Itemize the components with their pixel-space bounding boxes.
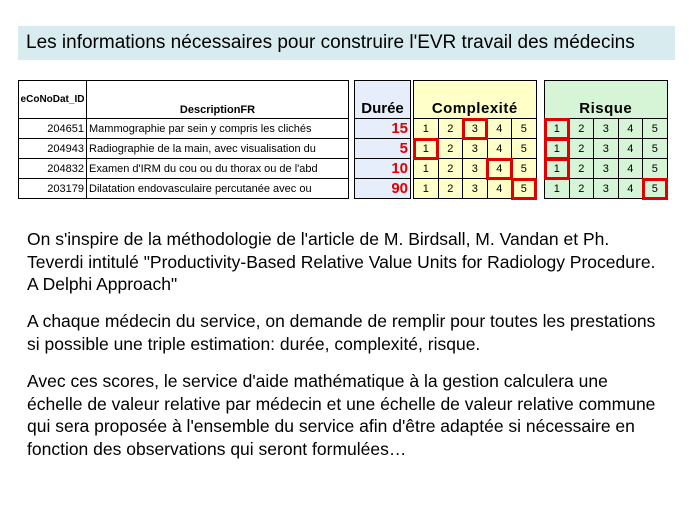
- risque-score-cell[interactable]: 3: [594, 159, 619, 179]
- cell-description: Examen d'IRM du cou ou du thorax ou de l'abd: [89, 162, 318, 175]
- complexite-score-cell[interactable]: 1: [414, 159, 439, 179]
- risque-score-cell[interactable]: 2: [569, 159, 594, 179]
- header-duree: Durée: [355, 81, 411, 119]
- duree-value[interactable]: 90: [355, 179, 411, 199]
- complexite-score-cell[interactable]: 4: [487, 139, 512, 159]
- risque-score-cell[interactable]: 2: [569, 119, 594, 139]
- complexite-table: [413, 80, 537, 199]
- risque-score-cell[interactable]: 5: [643, 159, 668, 179]
- complexite-score-cell[interactable]: 1: [414, 179, 439, 199]
- cell-id: 203179: [19, 179, 87, 199]
- complexite-score-cell[interactable]: 3: [463, 139, 488, 159]
- risque-score-cell[interactable]: 3: [594, 119, 619, 139]
- complexite-score-cell[interactable]: 5: [512, 139, 537, 159]
- complexite-score-cell[interactable]: 5: [512, 179, 537, 199]
- table-row: [19, 159, 349, 179]
- table-row: [19, 179, 349, 199]
- complexite-score-cell[interactable]: 2: [438, 119, 463, 139]
- cell-description: Dilatation endovasculaire percutanée avec ou: [89, 182, 312, 195]
- risque-score-cell[interactable]: 4: [618, 179, 643, 199]
- slide-title: Les informations nécessaires pour construire l'EVR travail des médecins: [18, 26, 675, 60]
- complexite-score-cell[interactable]: 5: [512, 119, 537, 139]
- complexite-score-cell[interactable]: 5: [512, 159, 537, 179]
- cell-description: Radiographie de la main, avec visualisation du: [89, 142, 316, 155]
- complexite-score-cell[interactable]: 3: [463, 119, 488, 139]
- risque-score-row: [545, 179, 668, 199]
- risque-table: [544, 80, 668, 199]
- procedure-table: [18, 80, 349, 199]
- risque-score-cell[interactable]: 5: [643, 139, 668, 159]
- risque-score-cell[interactable]: 1: [545, 119, 570, 139]
- risque-score-cell[interactable]: 2: [569, 179, 594, 199]
- header-id: eCoNoDat_ID: [19, 81, 87, 119]
- risque-score-cell[interactable]: 3: [594, 139, 619, 159]
- risque-score-cell[interactable]: 4: [618, 139, 643, 159]
- risque-score-cell[interactable]: 4: [618, 159, 643, 179]
- paragraph-methodology: On s'inspire de la méthodologie de l'article de M. Birdsall, M. Vandan et Ph. Teverdi intitulé "Productivity-Based Relative Value Units for Radiology Procedure. A Delphi Approach": [27, 229, 656, 294]
- complexite-score-cell[interactable]: 2: [438, 179, 463, 199]
- risque-score-cell[interactable]: 4: [618, 119, 643, 139]
- complexite-score-cell[interactable]: 2: [438, 159, 463, 179]
- complexite-score-cell[interactable]: 4: [487, 159, 512, 179]
- duree-value[interactable]: 10: [355, 159, 411, 179]
- complexite-score-cell[interactable]: 1: [414, 139, 439, 159]
- table-row: [19, 139, 349, 159]
- duree-value[interactable]: 15: [355, 119, 411, 139]
- risque-score-cell[interactable]: 2: [569, 139, 594, 159]
- risque-score-row: [545, 139, 668, 159]
- cell-id: 204943: [19, 139, 87, 159]
- paragraph-outcome: Avec ces scores, le service d'aide mathématique à la gestion calculera une échelle de valeur relative par médecin et une échelle de valeur relative commune qui sera proposée à l'ensemble du service afin d'être adaptée si nécessaire en fonction des observations qui seront formulées…: [27, 371, 656, 459]
- complexite-score-cell[interactable]: 4: [487, 119, 512, 139]
- complexite-score-cell[interactable]: 4: [487, 179, 512, 199]
- complexite-score-cell[interactable]: 3: [463, 179, 488, 199]
- risque-score-row: [545, 159, 668, 179]
- complexite-score-cell[interactable]: 1: [414, 119, 439, 139]
- complexite-score-row: [414, 179, 537, 199]
- header-risque: Risque: [545, 81, 668, 119]
- table-row: [19, 119, 349, 139]
- duree-table: [354, 80, 411, 199]
- complexite-score-cell[interactable]: 3: [463, 159, 488, 179]
- complexite-score-cell[interactable]: 2: [438, 139, 463, 159]
- risque-score-cell[interactable]: 1: [545, 139, 570, 159]
- risque-score-cell[interactable]: 1: [545, 159, 570, 179]
- cell-description: Mammographie par sein y compris les clichés: [89, 122, 312, 135]
- risque-score-row: [545, 119, 668, 139]
- complexite-score-row: [414, 139, 537, 159]
- complexite-score-row: [414, 159, 537, 179]
- risque-score-cell[interactable]: 5: [643, 179, 668, 199]
- risque-score-cell[interactable]: 1: [545, 179, 570, 199]
- risque-score-cell[interactable]: 5: [643, 119, 668, 139]
- duree-value[interactable]: 5: [355, 139, 411, 159]
- cell-id: 204832: [19, 159, 87, 179]
- complexite-score-row: [414, 119, 537, 139]
- header-description: DescriptionFR: [87, 81, 349, 119]
- header-complexite: Complexité: [414, 81, 537, 119]
- cell-id: 204651: [19, 119, 87, 139]
- paragraph-request: A chaque médecin du service, on demande de remplir pour toutes les prestations si possible une triple estimation: durée, complexité, risque.: [27, 311, 656, 354]
- risque-score-cell[interactable]: 3: [594, 179, 619, 199]
